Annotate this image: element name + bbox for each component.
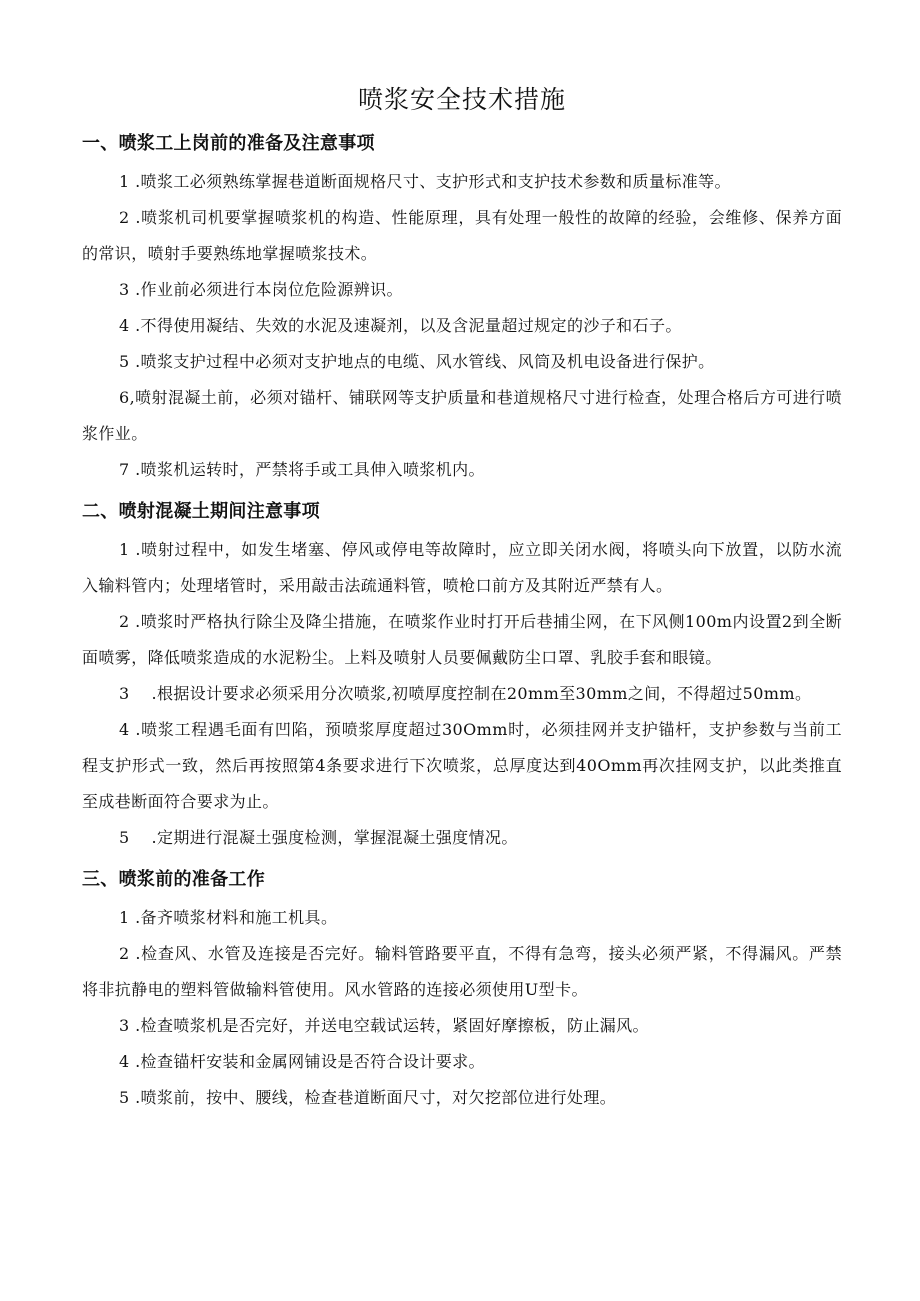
paragraph: 5 .喷浆支护过程中必须对支护地点的电缆、风水管线、风筒及机电设备进行保护。 bbox=[119, 352, 715, 371]
section-heading: 三、喷浆前的准备工作 bbox=[82, 869, 265, 890]
paragraph: 4 .检查锚杆安装和金属网铺设是否符合设计要求。 bbox=[119, 1052, 485, 1071]
section-heading: 一、喷浆工上岗前的准备及注意事项 bbox=[82, 133, 375, 154]
paragraph: 3 .作业前必须进行本岗位危险源辨识。 bbox=[119, 280, 403, 299]
paragraph: 1 .喷浆工必须熟练掌握巷道断面规格尺寸、支护形式和支护技术参数和质量标准等。 bbox=[119, 172, 731, 191]
paragraph: 5 .定期进行混凝土强度检测，掌握混凝土强度情况。 bbox=[119, 828, 518, 847]
paragraph: 2 .检查风、水管及连接是否完好。输料管路要平直，不得有急弯，接头必须严紧，不得漏风。严禁将非抗静电的塑料管做输料管使用。风水管路的连接必须使用U型卡。 bbox=[82, 944, 842, 999]
paragraph: 3 .根据设计要求必须采用分次喷浆,初喷厚度控制在20mm至30mm之间，不得超过50mm。 bbox=[119, 684, 812, 703]
section-heading: 二、喷射混凝土期间注意事项 bbox=[82, 501, 320, 522]
paragraph: 4 .喷浆工程遇毛面有凹陷，预喷浆厚度超过30Omm时，必须挂网并支护锚杆，支护参数与当前工程支护形式一致，然后再按照第4条要求进行下次喷浆，总厚度达到40Omm再次挂网支护，以此类推直至成巷断面符合要求为止。 bbox=[82, 720, 842, 811]
section-3 bbox=[82, 866, 842, 1116]
paragraph: 6,喷射混凝土前，必须对锚杆、铺联网等支护质量和巷道规格尺寸进行检查，处理合格后方可进行喷浆作业。 bbox=[82, 388, 842, 443]
section-1 bbox=[82, 130, 842, 488]
paragraph: 7 .喷浆机运转时，严禁将手或工具伸入喷浆机内。 bbox=[119, 460, 485, 479]
paragraph: 1 .备齐喷浆材料和施工机具。 bbox=[119, 908, 338, 927]
paragraph: 4 .不得使用凝结、失效的水泥及速凝剂，以及含泥量超过规定的沙子和石子。 bbox=[119, 316, 682, 335]
paragraph: 3 .检查喷浆机是否完好，并送电空载试运转，紧固好摩擦板，防止漏风。 bbox=[119, 1016, 649, 1035]
paragraph: 2 .喷浆机司机要掌握喷浆机的构造、性能原理，具有处理一般性的故障的经验，会维修、保养方面的常识，喷射手要熟练地掌握喷浆技术。 bbox=[82, 208, 842, 263]
paragraph: 5 .喷浆前，按中、腰线，检查巷道断面尺寸，对欠挖部位进行处理。 bbox=[119, 1088, 617, 1107]
section-2 bbox=[82, 498, 842, 856]
paragraph: 2 .喷浆时严格执行除尘及降尘措施，在喷浆作业时打开后巷捕尘网，在下风侧100m内设置2到全断面喷雾，降低喷浆造成的水泥粉尘。上料及喷射人员要佩戴防尘口罩、乳胶手套和眼镜。 bbox=[82, 612, 842, 667]
paragraph: 1 .喷射过程中，如发生堵塞、停风或停电等故障时，应立即关闭水阀，将喷头向下放置，以防水流入输料管内；处理堵管时，采用敲击法疏通料管，喷枪口前方及其附近严禁有人。 bbox=[82, 540, 842, 595]
document-title: 喷浆安全技术措施 bbox=[357, 85, 566, 114]
